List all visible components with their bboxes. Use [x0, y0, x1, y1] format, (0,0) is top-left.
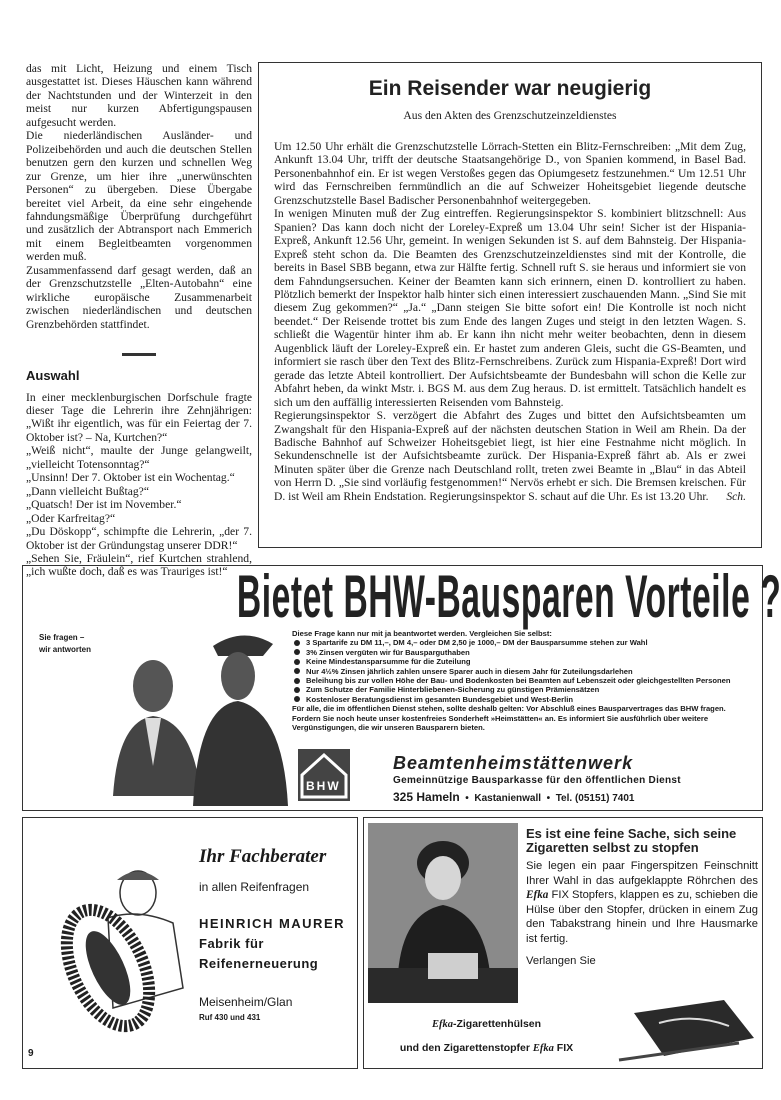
- paragraph: „Dann vielleicht Bußtag?“: [26, 484, 149, 498]
- article-box: [258, 62, 762, 548]
- ad-intro: Diese Frage kann nur mit ja beantwortet werden. Vergleichen Sie selbst:: [292, 629, 552, 638]
- efka-advertisement: [363, 817, 763, 1069]
- page-number: 9: [28, 1048, 34, 1059]
- tyre-man-illustration: [53, 858, 193, 1033]
- paragraph: „Weiß nicht“, maulte der Junge gelangweilt, „vielleicht Totensonntag?“: [26, 444, 252, 471]
- company-name: Beamtenheimstättenwerk: [393, 753, 634, 773]
- paragraph: In wenigen Minuten muß der Zug eintreffen. Regierungsinspektor S. kombiniert blitzschnell: Aus Spanien? Das kann doch nicht der Loreley-Expreß um 13.04 Uhr sein! Sicher ist der Hispania-Expreß, Ankunft 12.56 Uhr, gemeint. In wenigen Sekunden ist S. auf dem Bahnsteig. Der Hispania-Expreß steht schon da. Die Beamten des Grenzschutzeinzeldienstes sind mit der Kontrolle, die bereits in Basel SBB begann, etwa zur Hälfte fertig. Schnell ruft S. sie heraus und informiert sie von dem Fahndungsersuchen. Keiner der Beamten kann sich erinnern, einen D. kontrolliert zu haben. Plötzlich bemerkt der Inspektor halb hinter sich einen interessiert zuschauenden Mann. „Sind Sie mit diesem Zug gekommen?“ „Ja.“ „Dann steigen Sie bitte sofort ein! Die Kontrolle ist noch nicht beendet.“ Der Reisende trottet bis zum Ende des langen Zuges und steigt in den letzten Wagen. S. schließt die Wagentür hinter ihm ab. Er kann ihn nicht mehr weiter beobachten, denn in diesem Augenblick läuft der Loreley-Expreß ein. Er hastet zum anderen Gleis, sucht die GS-Beamten, und informiert sie rasch über den Text des Blitz-Fernschreibens. Zurück zum Hispania-Expreß! Dort wird gerade das letzte Abteil kontrolliert. Der Aufsichtsbeamte der Bundesbahn will schon die Kelle zur Abfahrt heben, da winkt Mstr. i. BGS M. aus dem Zug heraus. D. ist ermittelt. Tatsächlich handelt es sich um den auffällig interessierten Reisenden vom Bahnsteig.: [274, 207, 746, 409]
- benefit-item: Nur 4½% Zinsen jährlich zahlen unsere Sparer auch in diesem Jahr für Zuteilungsdarlehen: [292, 667, 752, 676]
- paragraph: [274, 409, 746, 503]
- logo-text: BHW: [306, 779, 341, 793]
- paragraph: „Sehen Sie, Fräulein“, rief Kurtchen strahlend, „ich wußte doch, daß es was Trauriges ist!“: [26, 551, 252, 579]
- benefit-list: [292, 638, 752, 704]
- company-address: [393, 790, 753, 804]
- paragraph: In einer mecklenburgischen Dorfschule fragte dieser Tage die Lehrerin ihre Zehnjährigen: „Wißt ihr eigentlich, was für ein Feiertag der 7. Oktober ist? – Na, Kurtchen?“: [26, 390, 252, 444]
- separator: •: [465, 793, 469, 804]
- ad-cta: Verlangen Sie: [526, 954, 596, 967]
- paragraph-text: Regierungsinspektor S. verzögert die Abfahrt des Zuges und bittet den Aufsichtsbeamten um Zwangshalt für den Hispania-Expreß auf der nächsten deutschen Station in Weil am Rhein. Da der Badische Bahnhof auf Schweizer Hoheitsgebiet liegt, ist hier eine Festnahme nicht möglich. In Sekundenschnelle ist der Aufsichtsbeamte zurück. Der Hispania-Expreß fährt ab. Als er zwei Minuten später über die Grenze nach Deutschland rollt, treten zwei Beamte in „Blau“ in das Abteil von Herrn D. „Sie sind vorläufig festgenommen!“ Nervös erhebt er sich. Die Bremsen kreischen. Für D. ist Weil am Rhein Endstation. Regierungsinspektor S. schaut auf die Uhr. Es ist 13.20 Uhr.: [274, 409, 746, 503]
- caption-line: wir antworten: [39, 645, 92, 654]
- paragraph: „Unsinn! Der 7. Oktober ist ein Wochentag.“: [26, 471, 235, 485]
- ad-headline: Es ist eine feine Sache, sich seine Zigaretten selbst zu stopfen: [526, 826, 737, 855]
- ad-body: [526, 859, 758, 947]
- brand-name: Efka: [526, 889, 549, 902]
- left-column: [26, 62, 252, 579]
- section-divider: [122, 353, 156, 356]
- company-tagline: Gemeinnützige Bausparkasse für den öffentlichen Dienst: [393, 775, 681, 786]
- stopper-box-illustration: [614, 998, 759, 1066]
- ad-subtitle: in allen Reifenfragen: [199, 880, 310, 894]
- ad-closing: Fordern Sie noch heute unser kostenfreies Sonderheft »Heimstätten« an. Es informiert Sie ausführlich über weitere Vergünstigungen, die wir unseren Bausparern bieten.: [292, 713, 709, 733]
- ad-footer: [364, 1042, 609, 1054]
- article-title: Ein Reisender war neugierig: [368, 77, 652, 100]
- paragraph: „Quatsch! Der ist im November.“: [26, 498, 182, 512]
- article-subtitle: Aus den Akten des Grenzschutzeinzeldienstes: [403, 109, 617, 122]
- benefit-item: 3 Spartarife zu DM 11,–, DM 4,– oder DM 2,50 je 1000,– DM der Bausparsumme stehen zur Wahl: [292, 638, 752, 647]
- benefit-item: Zum Schutze der Familie Hinterbliebenen-Sicherung zu günstigen Prämiensätzen: [292, 685, 752, 694]
- article-body: [259, 140, 761, 503]
- ad-body: [292, 629, 752, 732]
- author-signature: Sch.: [726, 489, 746, 503]
- footer-text: FIX: [556, 1042, 574, 1054]
- body-text: FIX Stopfers, klappen es zu, schieben die Hülse über den Stopfer, drücken in einem Zug den Tabakstrang hinein und Ihre Hausmarke ist fertig.: [526, 889, 759, 945]
- paragraph: das mit Licht, Heizung und einem Tisch ausgestattet ist. Dieses Häuschen kann während der Nachtstunden und der Winterzeit in den meist nur kurzen Abfertigungspausen aufgesucht werden.: [26, 62, 252, 129]
- company-line: Reifenerneuerung: [199, 956, 319, 971]
- ad-script-title: Ihr Fachberater: [199, 846, 327, 867]
- benefit-item: 3% Zinsen vergüten wir für Bausparguthaben: [292, 648, 752, 657]
- ad-caption: [39, 632, 91, 656]
- section-title: Auswahl: [26, 368, 80, 384]
- address-street: Kastanienwall: [474, 793, 542, 804]
- ad-footer: [364, 1018, 609, 1030]
- footer-text: und den Zigarettenstopfer: [399, 1042, 530, 1054]
- ad-closing: Für alle, die im öffentlichen Dienst stehen, sollte deshalb gelten: Vor Abschluß eines Bausparvertrages das BHW fragen.: [292, 704, 726, 714]
- woman-photo: [368, 823, 518, 1003]
- address-phone: Tel. (05151) 7401: [555, 793, 635, 804]
- tyre-ad-text: [199, 846, 359, 1022]
- paragraph: Um 12.50 Uhr erhält die Grenzschutzstelle Lörrach-Stetten ein Blitz-Fernschreiben: „Mit dem Zug, Ankunft 13.04 Uhr, trifft der deutsche Staatsangehörige D., von Spanien kommend, in Basel Bad. Personenbahnhof ein. Er ist wegen Verstoßes gegen das Opiumgesetz festzunehmen.“ Um 12.51 Uhr wird das Fernschreiben fernmündlich an die auf Schweizer Hoheitsgebiet liegende deutsche Grenzschutzstelle Basel Badischer Personenbahnhof weitergegeben.: [274, 140, 746, 207]
- footer-text: -Zigarettenhülsen: [452, 1018, 542, 1030]
- paragraph: Zusammenfassend darf gesagt werden, daß an der Grenzschutzstelle „Elten-Autobahn“ eine wirkliche europäische Zusammenarbeit zwischen niederländischen und deutschen Grenzbehörden stattfindet.: [26, 263, 252, 331]
- benefit-item: Kostenloser Beratungsdienst im gesamten Bundesgebiet und West-Berlin: [292, 695, 752, 704]
- officials-illustration: [93, 626, 293, 806]
- address-city: 325 Hameln: [393, 790, 460, 804]
- company-block: [393, 753, 753, 804]
- separator: •: [546, 793, 551, 804]
- company-line: Fabrik für: [199, 936, 264, 951]
- company-name: HEINRICH MAURER: [199, 916, 345, 931]
- company-phone: Ruf 430 und 431: [199, 1013, 261, 1022]
- body-text: Sie legen ein paar Fingerspitzen Feinschnitt Ihrer Wahl in das aufgeklappte Röhrchen des: [526, 860, 758, 887]
- benefit-item: Beleihung bis zur vollen Höhe der Bau- und Bodenkosten bei Beamten auf Lebenszeit oder gleichgestellten Personen: [292, 676, 752, 685]
- brand-name: Efka: [532, 1043, 554, 1054]
- tyre-advertisement: [22, 817, 358, 1069]
- benefit-item: Keine Mindestansparsumme für die Zuteilung: [292, 657, 752, 666]
- caption-line: Sie fragen –: [39, 633, 85, 642]
- ad-headline: Bietet BHW-Bausparen Vorteile ?: [236, 563, 781, 630]
- company-city: Meisenheim/Glan: [199, 995, 293, 1009]
- paragraph: „Du Döskopp“, schimpfte die Lehrerin, „der 7. Oktober ist der Gründungstag unserer DDR!“: [26, 525, 252, 552]
- paragraph: „Oder Karfreitag?“: [26, 511, 116, 525]
- bhw-logo: [298, 749, 350, 801]
- bhw-advertisement: [22, 563, 781, 811]
- paragraph: Die niederländischen Ausländer- und Polizeibehörden und auch die deutschen Stellen benutzen gern den kurzen und schnellen Weg zur Grenze, um hier ihre „unerwünschten Personen“ zu übergeben. Diese Übergabe bereitet viel Arbeit, da eine sehr eingehende fahndungsmäßige Überprüfung durchgeführt und zusätzlich der Abtransport nach Emmerich mit einem Begleitbeamten vorgenommen werden muß.: [26, 129, 252, 264]
- efka-ad-text: [526, 827, 758, 967]
- brand-name: Efka: [431, 1019, 453, 1030]
